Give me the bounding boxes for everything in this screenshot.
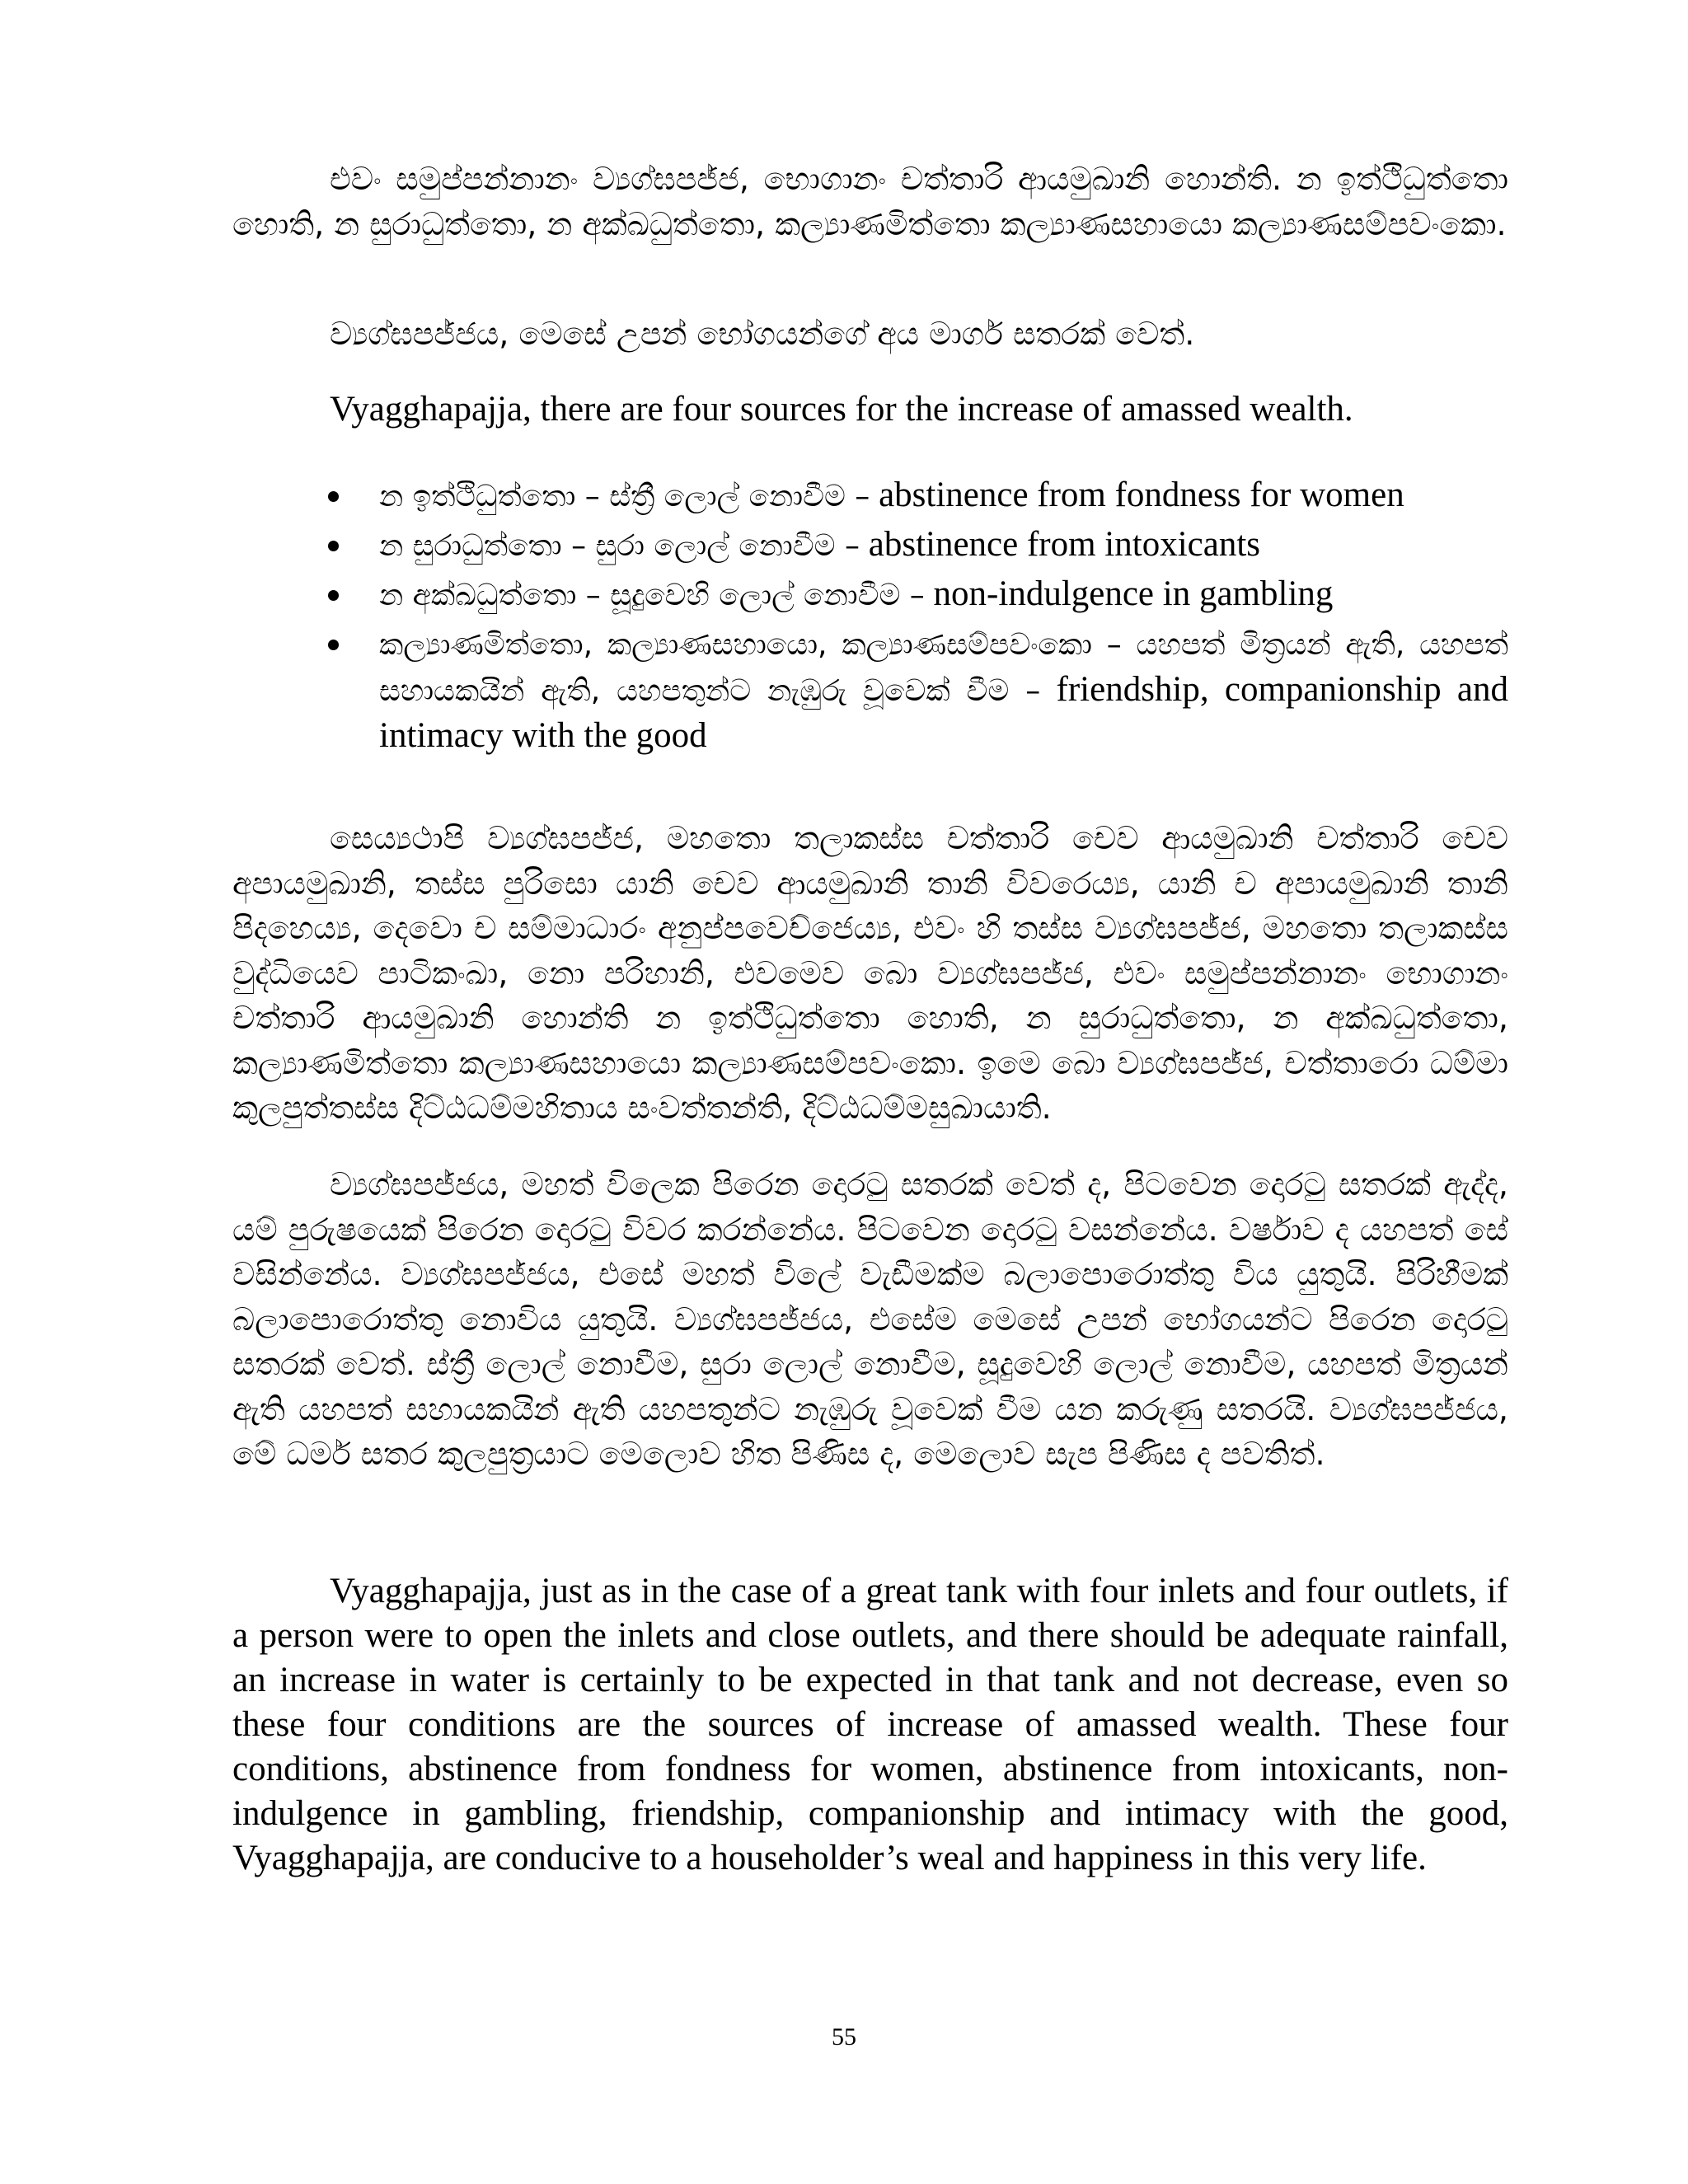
paragraph-english-2: Vyagghapajja, just as in the case of a great tank with four inlets and four outlets, if a person were to open the inlets and close outlets, and there should be adequate rainfall, an increase in water is certainly to be expected in that tank and not decrease, even so these four conditions are the sources of increase of amassed wealth. These four conditions, abstinence from fondness for women, abstinence from intoxicants, non-indulgence in gambling, friendship, companionship and intimacy with the good, Vyagghapajja, are conducive to a householder’s weal and happiness in this very life. (232, 1572, 1508, 1877)
bullet-english-text: abstinence from fondness for women (879, 476, 1404, 514)
bullet-english-text: non-indulgence in gambling (933, 574, 1334, 613)
paragraph-pali-1: එවං සමුප්පන්නානං ව්‍යග්ඝපජ්ජ, භොගානං චත්තාරි ආයමුඛානි හොන්ති. න ඉත්ථිධුත්තො හොති, න සුරාධුත්තො, න අක්ඛධුත්තො, කල්‍යාණමිත්තො කල්‍යාණසහායො කල්‍යාණසම්පවංකො. (232, 161, 1508, 242)
bullet-icon (328, 590, 339, 601)
paragraph-pali-2: සෙය්‍යථාපි ව්‍යග්ඝපජ්ජ, මහතො තලාකස්ස චත්තාරි චෙව ආයමුඛානි චත්තාරි චෙව අපායමුඛානි, තස්ස පුරිසො යානි චෙව ආයමුඛානි තානි විවරෙය්‍ය, යානි ච අපායමුඛානි තානි පිදහෙය්‍ය, දෙවො ච සම්මාධාරං අනුප්පවෙච්ජෙය්‍ය, එවං හි තස්ස ව්‍යග්ඝපජ්ජ, මහතො තලාකස්ස වුද්ධියෙව පාටිකංඛා, නො පරිහානි, එවමෙව බො ව්‍යග්ඝපජ්ජ, එවං සමුප්පන්නානං භොගානං චත්තාරි ආයමුඛානි හොන්ති න ඉත්ථිධුත්තො හොති, න සුරාධුත්තො, න අක්ඛධුත්තො, කල්‍යාණමිත්තො කල්‍යාණසහායො කල්‍යාණසම්පවංකො. ඉමෙ බො ව්‍යග්ඝපජ්ජ, චත්තාරො ධම්මා කුලපුත්තස්ස දිට්ඨධම්මහිතාය සංවත්තන්ති, දිට්ඨධම්මසුඛායාති. (232, 820, 1508, 1126)
list-item (328, 473, 1508, 519)
paragraph-sinhala-translation-2: ව්‍යග්ඝපජ්ජය, මහත් විලෙක පිරෙන දොරටු සතරක් වෙත් ද, පිටවෙන දොරටු සතරක් ඇද්ද, යම් පුරුෂයෙක් පිරෙන දොරටු විවර කරන්නේය. පිටවෙන දොරටු වසන්නේය. වර්ෂාව ද යහපත් සේ වසින්නේය. ව්‍යග්ඝපජ්ජය, එසේ මහත් විලේ වැඩීමක්ම බලාපොරොත්තු විය යුතුයි. පිරිහීමක් බලාපොරොත්තු නොවිය යුතුයි. ව්‍යග්ඝපජ්ජය, එසේම මෙසේ උපන් භෝගයන්ට පිරෙන දොරටු සතරක් වෙත්. ස්ත්‍රී ලොල් නොවීම, සුරා ලොල් නොවීම, සූදුවෙහි ලොල් නොවීම, යහපත් මිත්‍රයන් ඇති යහපත් සහායකයින් ඇති යහපතුන්ට නැඹුරු වූවෙක් වීම යන කරුණු සතරයි. ව්‍යග්ඝපජ්ජය, මේ ධර්ම සතර කුලපුත්‍රයාට මෙලොව හිත පිණිස ද, මෙලොව සැප පිණිස ද පවතිත්. (232, 1166, 1508, 1472)
list-item (328, 572, 1508, 618)
list-item (328, 621, 1508, 758)
paragraph-english-1: Vyagghapajja, there are four sources for the increase of amassed wealth. (330, 390, 1353, 429)
page-number: 55 (832, 2023, 856, 2050)
list-item (328, 523, 1508, 569)
bullet-icon (328, 491, 339, 502)
bullet-sinhala-text: න සුරාධුත්තො – සුරා ලොල් නොවීම – (379, 529, 860, 563)
paragraph-sinhala-translation-1: ව්‍යග්ඝපජ්ජය, මෙසේ උපන් භෝගයන්ගේ අය මාර්ග සතරක් වෙත්. (330, 316, 1195, 352)
bullet-english-text: friendship, companionship and intimacy with the good (379, 670, 1508, 755)
bullet-sinhala-text: න ඉත්ථිධුත්තො – ස්ත්‍රී ලොල් නොවීම – (379, 480, 870, 513)
conditions-list (328, 473, 1508, 758)
bullet-english-text: abstinence from intoxicants (868, 525, 1260, 564)
bullet-icon (328, 541, 339, 551)
bullet-sinhala-text: න අක්ඛධුත්තො – සූදුවෙහි ලොල් නොවීම – (379, 579, 925, 612)
bullet-sinhala-text: කල්‍යාණමිත්තො, කල්‍යාණසහායො, කල්‍යාණසම්පවංකො – යහපත් මිත්‍රයන් ඇති, යහපත් සහායකයින් ඇති, යහපතුන්ට නැඹුරු වූවෙක් වීම – (379, 628, 1508, 708)
bullet-icon (328, 640, 339, 650)
